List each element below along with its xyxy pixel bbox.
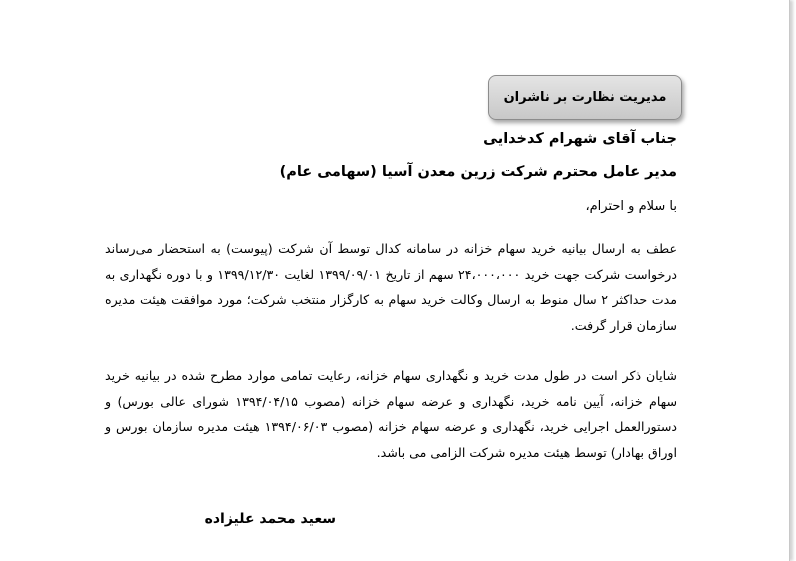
recipient-name: جناب آقای شهرام کدخدایی (483, 131, 677, 147)
recipient-title: مدیر عامل محترم شرکت زرین معدن آسیا (سهامی عام) (279, 164, 677, 180)
department-title: مدیریت نظارت بر ناشران (503, 90, 667, 105)
signature-name: سعید محمد علیزاده (204, 511, 336, 527)
greeting: با سلام و احترام، (585, 199, 677, 214)
body-paragraph-2: شایان ذکر است در طول مدت خرید و نگهداری سهام خزانه، رعایت تمامی موارد مطرح شده در بیانیه خرید سهام خزانه، آیین نامه خرید، نگهداری و عرضه سهام خزانه (مصوب ۱۳۹۴/۰۴/۱۵ شورای عالی بورس) و دستورالعمل اجرایی خرید، نگهداری و عرضه سهام خزانه (مصوب ۱۳۹۴/۰۶/۰۳ هیئت مدیره سازمان بورس و اوراق بهادار) توسط هیئت مدیره شرکت الزامی می باشد. (105, 368, 678, 460)
department-header-box (488, 75, 682, 120)
body-paragraph-1: عطف به ارسال بیانیه خرید سهام خزانه در سامانه کدال توسط آن شرکت (پیوست) به استحضار می‌رساند درخواست شرکت جهت خرید ۲۴،۰۰۰،۰۰۰ سهم از تاریخ ۱۳۹۹/۰۹/۰۱ لغایت ۱۳۹۹/۱۲/۳۰ و با دوره نگهداری به مدت حداکثر ۲ سال منوط به ارسال وکالت خرید سهام به کارگزار منتخب شرکت؛ مورد موافقت هیئت مدیره سازمان قرار گرفت. (105, 241, 678, 333)
